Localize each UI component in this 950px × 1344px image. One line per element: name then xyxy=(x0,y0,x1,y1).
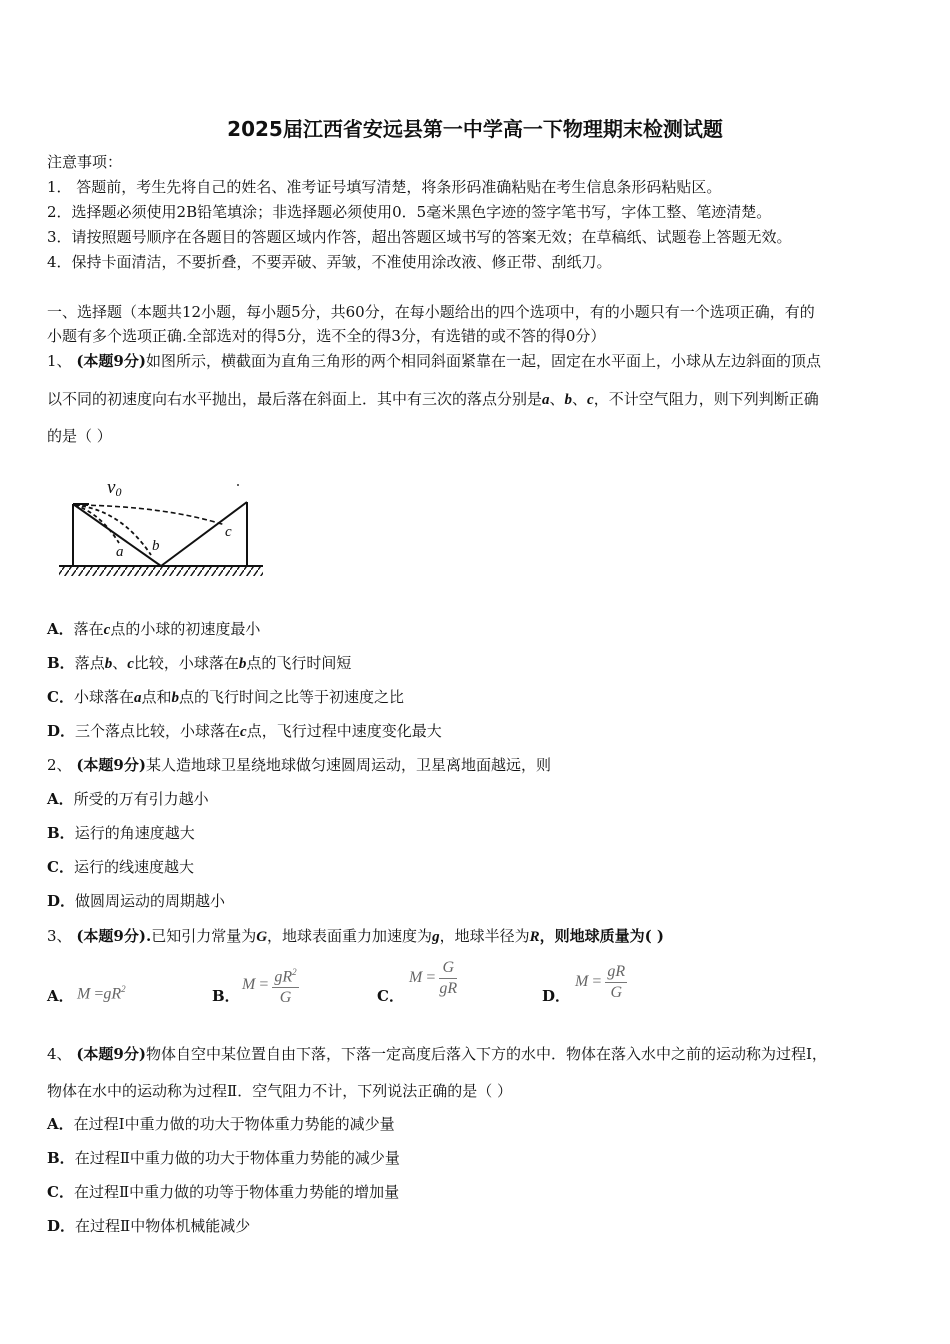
var: a xyxy=(133,690,142,706)
option-label: A． xyxy=(47,620,74,638)
option-label: A． xyxy=(47,1115,74,1133)
question-number: 4、 xyxy=(47,1045,72,1063)
q2-option-c[interactable] xyxy=(47,857,194,877)
var: c xyxy=(103,622,111,638)
option-text: 、 xyxy=(112,654,128,672)
option-label: D． xyxy=(47,892,76,910)
q1-option-b[interactable] xyxy=(47,653,351,674)
option-text: 落在 xyxy=(73,620,104,638)
notice-item: 2．选择题必须使用2B铅笔填涂；非选择题必须使用0．5毫米黑色字迹的签字笔书写，字体工整、笔迹清楚。 xyxy=(47,203,772,221)
q3-formula-d: M = $\frac{gR}{G}$ xyxy=(575,963,626,1001)
var-b: b xyxy=(564,392,573,408)
q3-text: ，地球表面重力加速度为 xyxy=(267,927,433,945)
q2-option-a[interactable] xyxy=(47,789,209,809)
q2-text: 某人造地球卫星绕地球做匀速圆周运动，卫星离地面越远，则 xyxy=(145,756,551,774)
question-score: (本题9分). xyxy=(76,927,152,945)
notice-heading: 注意事项： xyxy=(47,153,123,171)
var: c xyxy=(240,724,247,740)
option-label: D． xyxy=(47,1217,76,1235)
var-g: g xyxy=(432,929,440,945)
var: b xyxy=(171,690,179,706)
q1-option-d[interactable] xyxy=(47,721,442,742)
incline-figure xyxy=(55,470,270,580)
var-c: c xyxy=(587,392,594,408)
label-b: b xyxy=(152,538,160,554)
q3-option-b-label[interactable]: B． xyxy=(212,987,240,1005)
dot xyxy=(237,484,239,486)
q3-formula-b: M = $\frac{gR^2}{G}$ xyxy=(242,962,299,1008)
q2-option-d[interactable] xyxy=(47,891,225,911)
q1-text: 如图所示，横截面为直角三角形的两个相同斜面紧靠在一起，固定在水平面上，小球从左边斜面的顶点 xyxy=(145,352,821,370)
option-text: 三个落点比较，小球落在 xyxy=(75,722,241,740)
option-text: 落点 xyxy=(74,654,105,672)
q4-option-a[interactable] xyxy=(47,1114,395,1134)
separator: 、 xyxy=(572,390,588,408)
separator: 、 xyxy=(549,390,565,408)
section-intro-cont: 小题有多个选项正确.全部选对的得5分，选不全的得3分，有选错的或不答的得0分） xyxy=(47,327,606,345)
q3-option-c-label[interactable]: C． xyxy=(377,987,404,1005)
q1-option-a[interactable] xyxy=(47,619,260,640)
label-c: c xyxy=(225,524,232,540)
option-text: 点的飞行时间短 xyxy=(246,654,352,672)
section-intro: 一、选择题（本题共12小题，每小题5分，共60分，在每小题给出的四个选项中，有的小题只有一个选项正确，有的 xyxy=(47,303,815,321)
q3-text: 已知引力常量为 xyxy=(151,927,257,945)
question-score: (本题9分) xyxy=(76,1045,146,1063)
q4-option-b[interactable] xyxy=(47,1148,400,1168)
var: c xyxy=(127,656,134,672)
q3-text: ，地球半径为 xyxy=(439,927,530,945)
q3-option-d-label[interactable]: D． xyxy=(542,987,571,1005)
option-text: 运行的角速度越大 xyxy=(74,824,195,842)
option-text: 在过程Ⅰ中重力做的功大于物体重力势能的减少量 xyxy=(73,1115,395,1133)
question-score: (本题9分) xyxy=(76,756,146,774)
option-text: 点和 xyxy=(141,688,172,706)
q1-stem-line1 xyxy=(47,351,821,371)
option-text: 点，飞行过程中速度变化最大 xyxy=(246,722,442,740)
q1-text: ，不计空气阻力，则下列判断正确 xyxy=(593,390,819,408)
q4-stem-line2: 物体在水中的运动称为过程Ⅱ．空气阻力不计，下列说法正确的是（ ） xyxy=(47,1082,512,1100)
page-title: 2025届江西省安远县第一中学高一下物理期末检测试题 xyxy=(227,117,723,141)
option-text: 运行的线速度越大 xyxy=(73,858,194,876)
var-G: G xyxy=(256,929,268,945)
q2-stem xyxy=(47,755,551,775)
label-a: a xyxy=(116,544,124,560)
notice-item: 3．请按照题号顺序在各题目的答题区域内作答，超出答题区域书写的答案无效；在草稿纸、试题卷上答题无效。 xyxy=(47,228,792,246)
q2-option-b[interactable] xyxy=(47,823,195,843)
option-text: 小球落在 xyxy=(73,688,134,706)
q3-text: ，则地球质量为( ) xyxy=(539,927,665,945)
var: b xyxy=(238,656,247,672)
option-text: 做圆周运动的周期越小 xyxy=(75,892,226,910)
question-score: (本题9分) xyxy=(76,352,146,370)
option-text: 点的小球的初速度最小 xyxy=(110,620,261,638)
option-label: C． xyxy=(47,858,74,876)
notice-item: 1． 答题前，考生先将自己的姓名、准考证号填写清楚，将条形码准确粘贴在考生信息条形码粘贴区。 xyxy=(47,178,722,196)
q4-stem-line1 xyxy=(47,1044,827,1064)
option-label: B． xyxy=(47,654,75,672)
question-number: 2、 xyxy=(47,756,72,774)
question-number: 1、 xyxy=(47,352,72,370)
option-text: 比较，小球落在 xyxy=(133,654,239,672)
option-label: A． xyxy=(47,790,74,808)
option-label: B． xyxy=(47,1149,75,1167)
q3-option-a-label[interactable]: A． xyxy=(47,987,74,1005)
right-incline-slope xyxy=(161,502,247,566)
option-label: C． xyxy=(47,1183,74,1201)
option-label: C． xyxy=(47,688,74,706)
var-a: a xyxy=(542,392,550,408)
q1-stem-line2 xyxy=(47,389,819,410)
q3-stem xyxy=(47,926,664,947)
q1-text: 以不同的初速度向右水平抛出，最后落在斜面上．其中有三次的落点分别是 xyxy=(47,390,543,408)
option-text: 在过程Ⅱ中重力做的功大于物体重力势能的减少量 xyxy=(74,1149,400,1167)
q4-text: 物体自空中某位置自由下落，下落一定高度后落入下方的水中．物体在落入水中之前的运动称为过程Ⅰ， xyxy=(145,1045,827,1063)
option-text: 点的飞行时间之比等于初速度之比 xyxy=(178,688,404,706)
label-v0: v0 xyxy=(107,477,122,499)
q1-option-c[interactable] xyxy=(47,687,404,708)
q3-formula-c: M = $\frac{G}{gR}$ xyxy=(409,959,458,997)
option-label: D． xyxy=(47,722,76,740)
option-text: 所受的万有引力越小 xyxy=(73,790,209,808)
question-number: 3、 xyxy=(47,927,72,945)
q4-option-d[interactable] xyxy=(47,1216,250,1236)
var: b xyxy=(104,656,113,672)
q4-option-c[interactable] xyxy=(47,1182,399,1202)
q1-stem-line3: 的是（ ） xyxy=(47,427,112,445)
q3-formula-a: $M =gR^2$ xyxy=(77,984,126,1003)
option-text: 在过程Ⅱ中重力做的功等于物体重力势能的增加量 xyxy=(73,1183,400,1201)
var-R: R xyxy=(529,929,540,945)
option-label: B． xyxy=(47,824,75,842)
option-text: 在过程Ⅱ中物体机械能减少 xyxy=(75,1217,251,1235)
ground-hatch xyxy=(59,567,263,576)
notice-item: 4．保持卡面清洁，不要折叠，不要弄破、弄皱，不准使用涂改液、修正带、刮纸刀。 xyxy=(47,253,612,271)
